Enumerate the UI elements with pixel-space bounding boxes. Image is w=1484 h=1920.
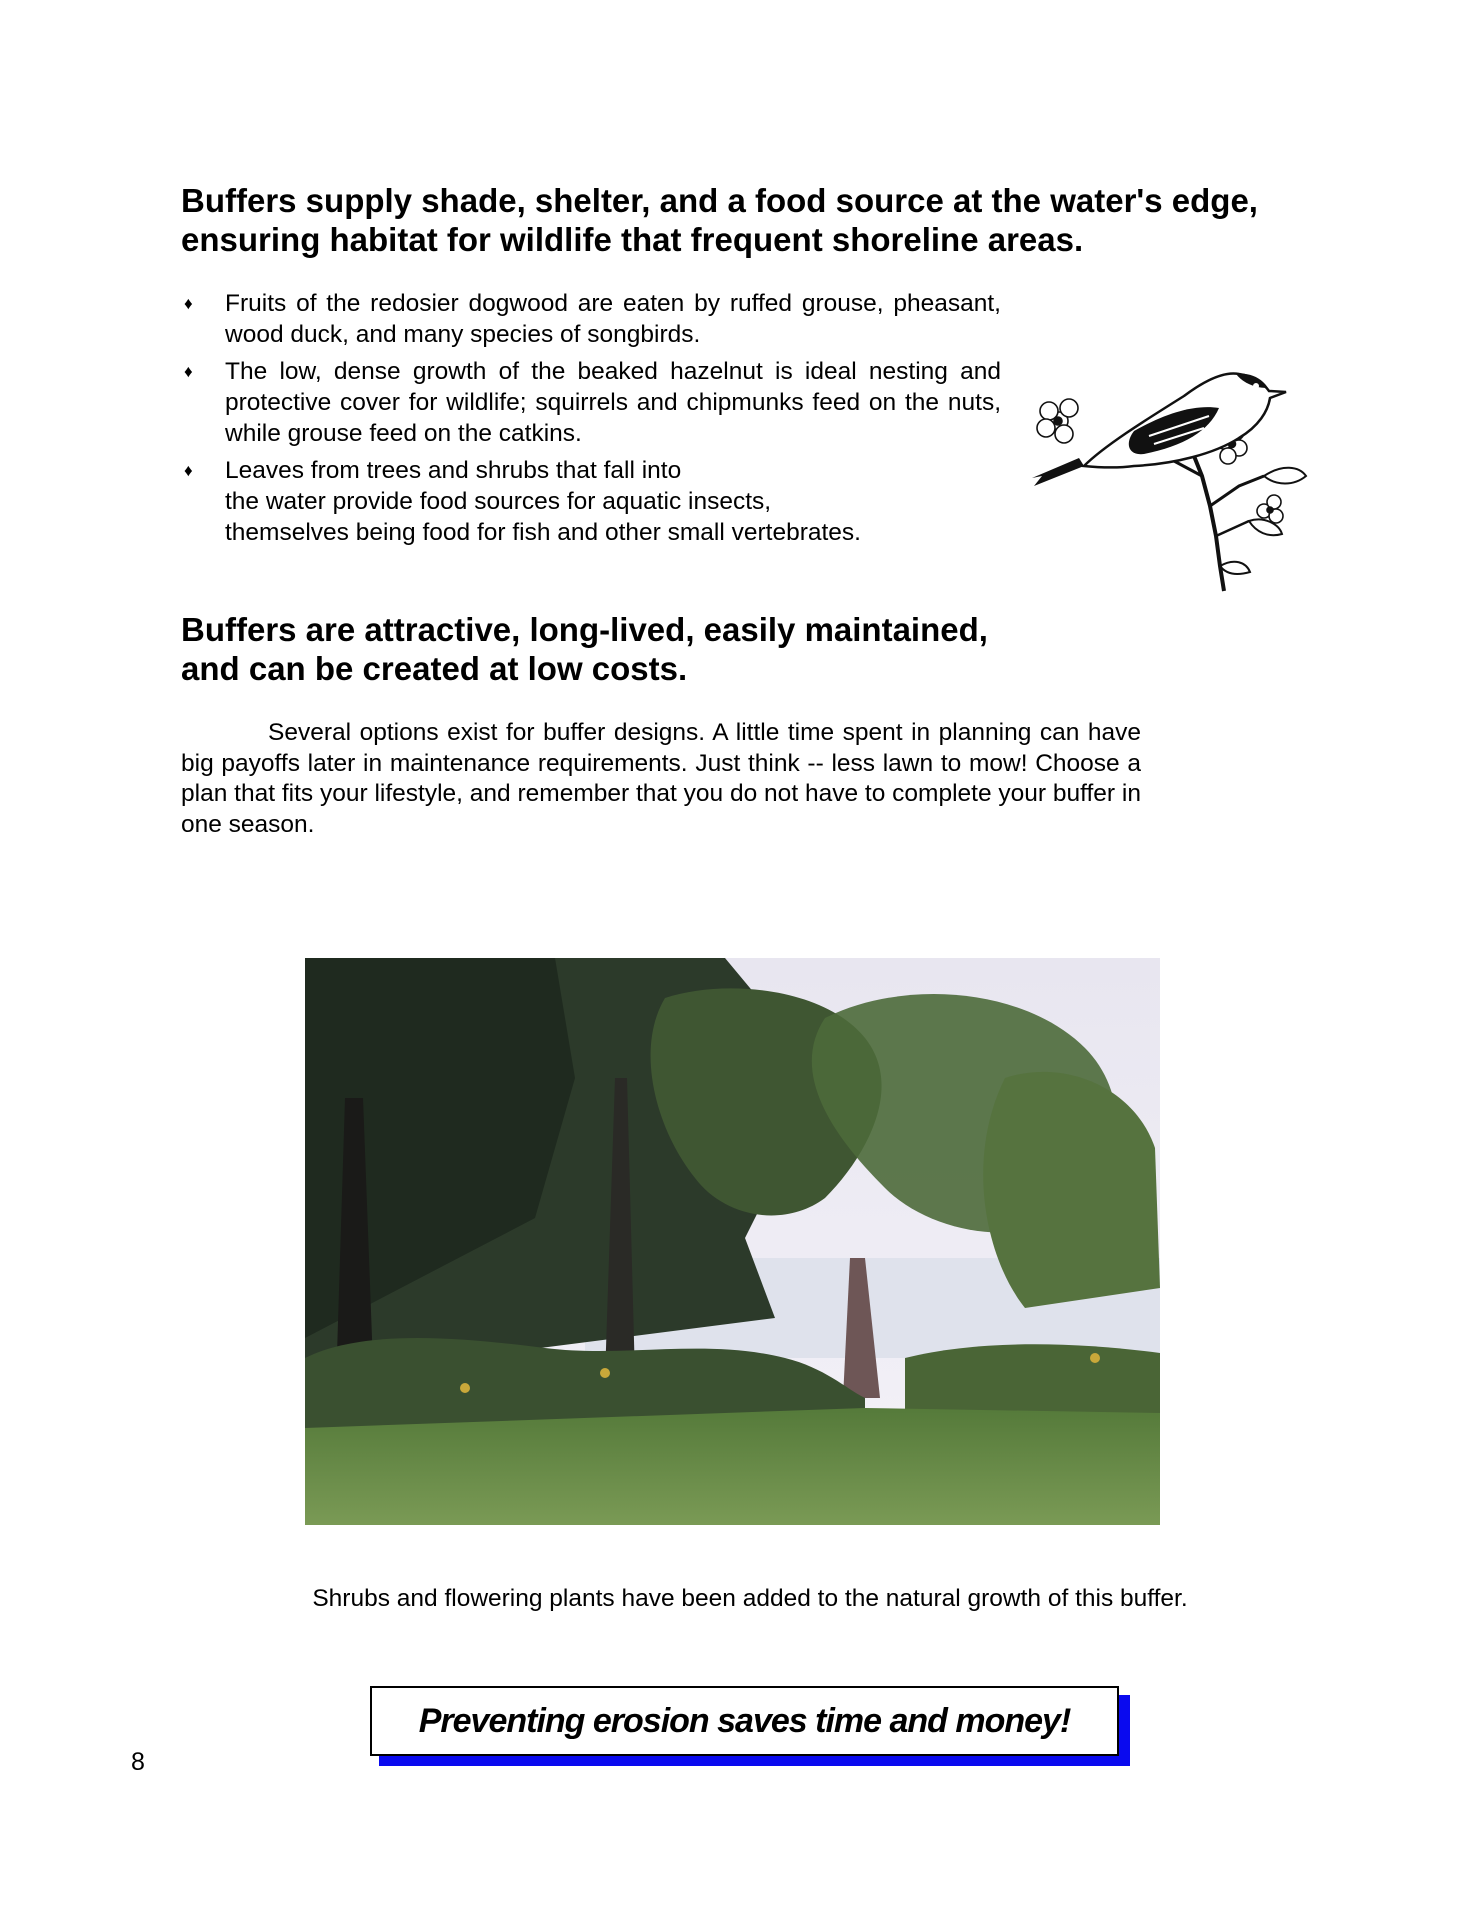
callout-box (370, 1686, 1119, 1756)
list-item (181, 455, 1001, 548)
shoreline-buffer-photo-icon (305, 958, 1160, 1525)
bullet-text-line: the water provide food sources for aquatic insects, (225, 488, 772, 515)
callout-text: Preventing erosion saves time and money! (418, 1701, 1071, 1740)
list-item (181, 288, 1001, 350)
list-item (181, 356, 1001, 449)
photo-caption: Shrubs and flowering plants have been added to the natural growth of this buffer. (312, 1585, 1188, 1612)
diamond-bullet-icon: ♦ (184, 461, 193, 480)
bullet-text: Fruits of the redosier dogwood are eaten by ruffed grouse, pheasant, wood duck, and many species of songbirds. (225, 290, 1001, 348)
bullet-text: The low, dense growth of the beaked hazelnut is ideal nesting and protective cover for wildlife; squirrels and chipmunks feed on the nuts, while grouse feed on the catkins. (225, 358, 1001, 447)
bullet-list (181, 288, 1001, 554)
bullet-text-line: Leaves from trees and shrubs that fall into (225, 457, 682, 484)
section-heading-benefits: Buffers are attractive, long-lived, easily maintained, and can be created at low costs. (181, 611, 988, 687)
bird-on-branch-illustration-icon (1024, 336, 1314, 596)
page-number: 8 (131, 1748, 145, 1776)
section-heading-habitat: Buffers supply shade, shelter, and a food source at the water's edge, ensuring habitat for wildlife that frequent shoreline areas. (181, 182, 1258, 258)
diamond-bullet-icon: ♦ (184, 362, 193, 381)
diamond-bullet-icon: ♦ (184, 294, 193, 313)
body-paragraph: Several options exist for buffer designs. A little time spent in planning can have big payoffs later in maintenance requirements. Just think -- less lawn to mow! Choose a plan that fits your lifestyle, and remember that you do not have to complete your buffer in one season. (181, 719, 1141, 838)
bullet-text-line: themselves being food for fish and other small vertebrates. (225, 519, 861, 546)
